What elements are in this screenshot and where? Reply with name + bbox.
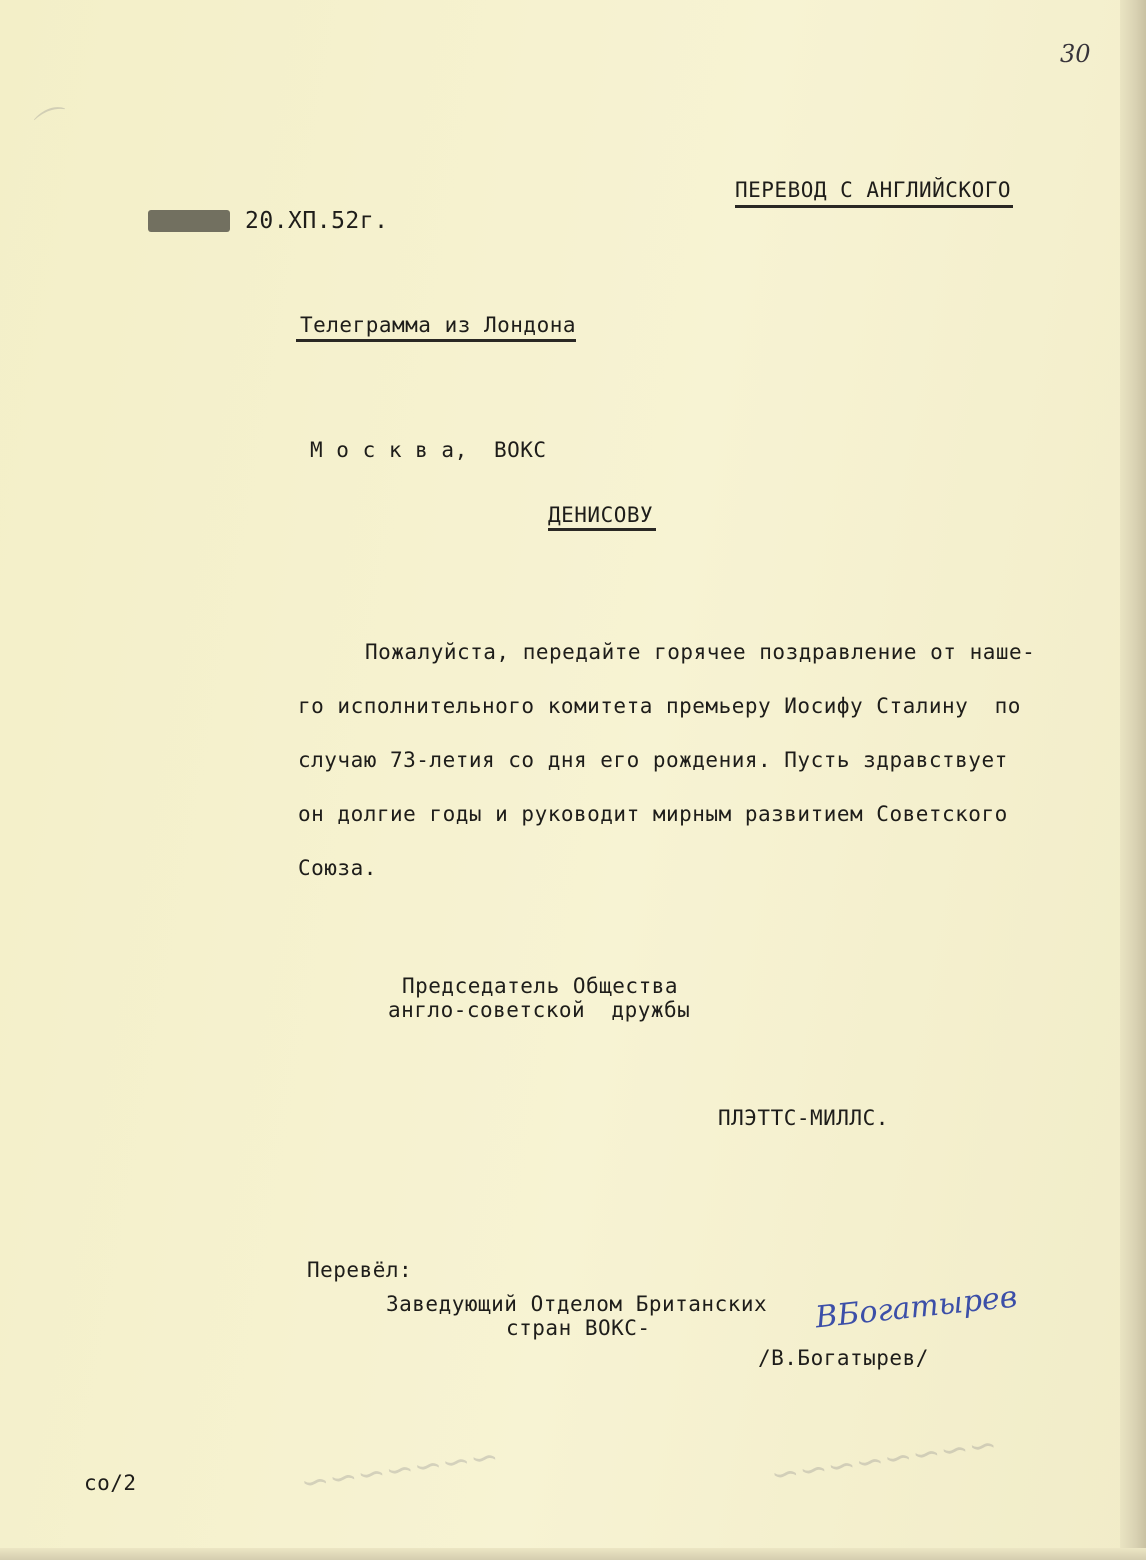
translator-label: Перевёл: <box>307 1258 413 1282</box>
body-line-5: Союза. <box>298 856 377 880</box>
page-bottom-edge <box>0 1548 1146 1560</box>
sender-position-line-2: англо-советской дружбы <box>388 998 691 1022</box>
translator-position-line-1: Заведующий Отделом Британских <box>386 1292 768 1316</box>
telegram-title-underline <box>296 339 576 342</box>
translation-note-underline <box>735 205 1013 208</box>
faint-backside-stamp-right: ∽∽∽∽∽∽∽∽ <box>768 1424 1000 1496</box>
translator-position-line-2: стран ВОКС- <box>506 1316 651 1340</box>
date: 20.ХП.52г. <box>245 208 389 234</box>
body-line-4: он долгие годы и руководит мирным развитием Советского <box>298 802 1008 826</box>
faint-backside-stamp-left: ∽∽∽∽∽∽∽ <box>298 1436 502 1504</box>
addressee-city-org: М о с к в а, ВОКС <box>310 438 547 462</box>
page-edge-shadow <box>1120 0 1146 1560</box>
page-number: 30 <box>1060 40 1091 68</box>
translator-name: /В.Богатырев/ <box>758 1346 929 1370</box>
body-line-1: Пожалуйста, передайте горячее поздравление от наше- <box>365 640 1036 664</box>
addressee-name: ДЕНИСОВУ <box>548 503 654 527</box>
footer-code: со/2 <box>84 1471 137 1495</box>
sender-position-line-1: Председатель Общества <box>402 974 679 998</box>
overtyped-blot <box>148 210 230 232</box>
body-line-3: случаю 73-летия со дня его рождения. Пусть здравствует <box>298 748 1008 772</box>
sender-name: ПЛЭТТС-МИЛЛС. <box>718 1106 889 1130</box>
faint-pencil-mark: ⌒ <box>25 103 72 153</box>
telegram-title: Телеграмма из Лондона <box>300 313 577 337</box>
translation-note: ПЕРЕВОД С АНГЛИЙСКОГО <box>735 178 1012 202</box>
translator-signature: ВБогатырев <box>813 1279 1019 1336</box>
body-line-2: го исполнительного комитета премьеру Иосифу Сталину по <box>298 694 1021 718</box>
addressee-name-underline <box>548 528 656 531</box>
